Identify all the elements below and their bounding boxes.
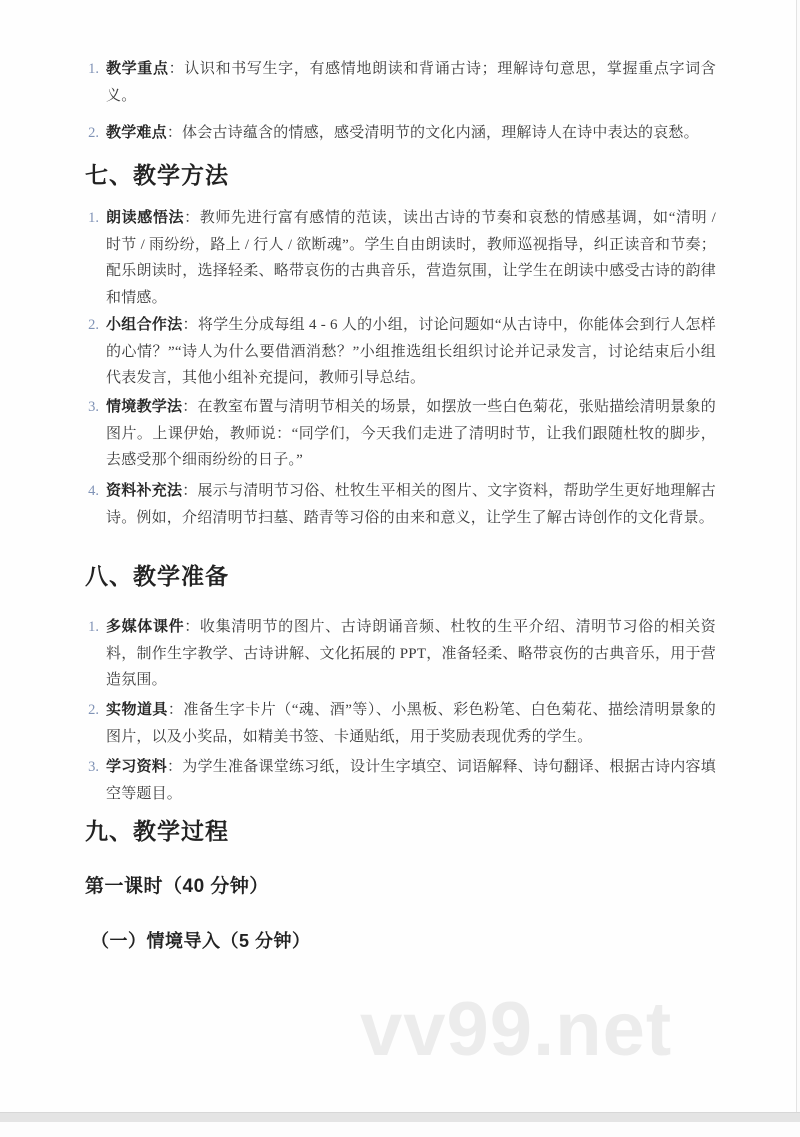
item-body: ：收集清明节的图片、古诗朗诵音频、杜牧的生平介绍、清明节习俗的相关资料，制作生字教学、古诗讲解、文化拓展的 PPT，准备轻柔、略带哀伤的古典音乐，用于营造氛围。 bbox=[106, 619, 716, 688]
item-label: 多媒体课件 bbox=[106, 619, 185, 635]
next-page-top bbox=[0, 1122, 800, 1137]
item-label: 实物道具 bbox=[106, 702, 168, 718]
list-text bbox=[106, 697, 716, 750]
list-number: 1. bbox=[88, 61, 99, 77]
item-label: 教学难点 bbox=[106, 125, 167, 141]
lesson-title: 第一课时（40 分钟） bbox=[85, 876, 269, 897]
item-label: 朗读感悟法 bbox=[106, 210, 185, 226]
item-body: ：为学生准备课堂练习纸，设计生字填空、词语解释、诗句翻译、根据古诗内容填空等题目。 bbox=[106, 759, 716, 802]
list-item-reading-method bbox=[85, 205, 716, 311]
list-number: 2. bbox=[88, 702, 99, 718]
item-label: 情境教学法 bbox=[106, 399, 183, 415]
list-number: 1. bbox=[88, 210, 99, 226]
list-item-teaching-difficulty bbox=[85, 120, 716, 147]
list-text bbox=[106, 205, 716, 311]
section-heading-process: 九、教学过程 bbox=[85, 818, 229, 844]
list-text bbox=[106, 56, 716, 109]
list-item-props bbox=[85, 697, 716, 750]
list-number: 2. bbox=[88, 317, 99, 333]
item-body: ：将学生分成每组 4 - 6 人的小组，讨论问题如“从古诗中，你能体会到行人怎样的心情？”“诗人为什么要借酒消愁？”小组推选组长组织讨论并记录发言，讨论结束后小组代表发言，其他小组补充提问，教师引导总结。 bbox=[106, 317, 716, 386]
list-text bbox=[106, 394, 716, 474]
list-text bbox=[106, 312, 716, 392]
list-text bbox=[106, 754, 716, 807]
list-item-situation-method bbox=[85, 394, 716, 474]
list-item-teaching-focus bbox=[85, 56, 716, 109]
list-number: 1. bbox=[88, 619, 99, 635]
item-label: 资料补充法 bbox=[106, 483, 183, 499]
list-item-material-method bbox=[85, 478, 716, 531]
item-body: ：教师先进行富有感情的范读，读出古诗的节奏和哀愁的情感基调，如“清明 / 时节 / 雨纷纷，路上 / 行人 / 欲断魂”。学生自由朗读时，教师巡视指导，纠正读音和节奏；配乐朗读时，选择轻柔、略带哀伤的古典音乐，营造氛围，让学生在朗读中感受古诗的韵律和情感。 bbox=[106, 210, 716, 306]
watermark: vv99.net bbox=[360, 987, 673, 1072]
list-text bbox=[106, 478, 716, 531]
item-body: ：展示与清明节习俗、杜牧生平相关的图片、文字资料，帮助学生更好地理解古诗。例如，介绍清明节扫墓、踏青等习俗的由来和意义，让学生了解古诗创作的文化背景。 bbox=[106, 483, 716, 526]
list-item-group-method bbox=[85, 312, 716, 392]
list-number: 3. bbox=[88, 759, 99, 775]
item-label: 学习资料 bbox=[106, 759, 168, 775]
list-item-study-materials bbox=[85, 754, 716, 807]
list-number: 3. bbox=[88, 399, 99, 415]
lesson-subtitle: （一）情境导入（5 分钟） bbox=[91, 931, 311, 951]
item-label: 小组合作法 bbox=[106, 317, 183, 333]
item-body: ：在教室布置与清明节相关的场景，如摆放一些白色菊花，张贴描绘清明景象的图片。上课伊始，教师说：“同学们，今天我们走进了清明时节，让我们跟随杜牧的脚步，去感受那个细雨纷纷的日子。” bbox=[106, 399, 716, 468]
item-body: ：准备生字卡片（“魂、酒”等）、小黑板、彩色粉笔、白色菊花、描绘清明景象的图片，以及小奖品，如精美书签、卡通贴纸，用于奖励表现优秀的学生。 bbox=[106, 702, 716, 745]
item-label: 教学重点 bbox=[106, 61, 169, 77]
item-body: ：认识和书写生字，有感情地朗读和背诵古诗；理解诗句意思，掌握重点字词含义。 bbox=[106, 61, 716, 104]
page-separator bbox=[0, 1112, 800, 1122]
list-number: 4. bbox=[88, 483, 99, 499]
list-number: 2. bbox=[88, 125, 99, 141]
item-body: ：体会古诗蕴含的情感，感受清明节的文化内涵，理解诗人在诗中表达的哀愁。 bbox=[166, 125, 699, 141]
section-heading-methods: 七、教学方法 bbox=[85, 162, 229, 188]
section-heading-preparation: 八、教学准备 bbox=[85, 563, 229, 589]
list-text bbox=[106, 120, 716, 147]
list-text bbox=[106, 614, 716, 694]
list-item-multimedia bbox=[85, 614, 716, 694]
